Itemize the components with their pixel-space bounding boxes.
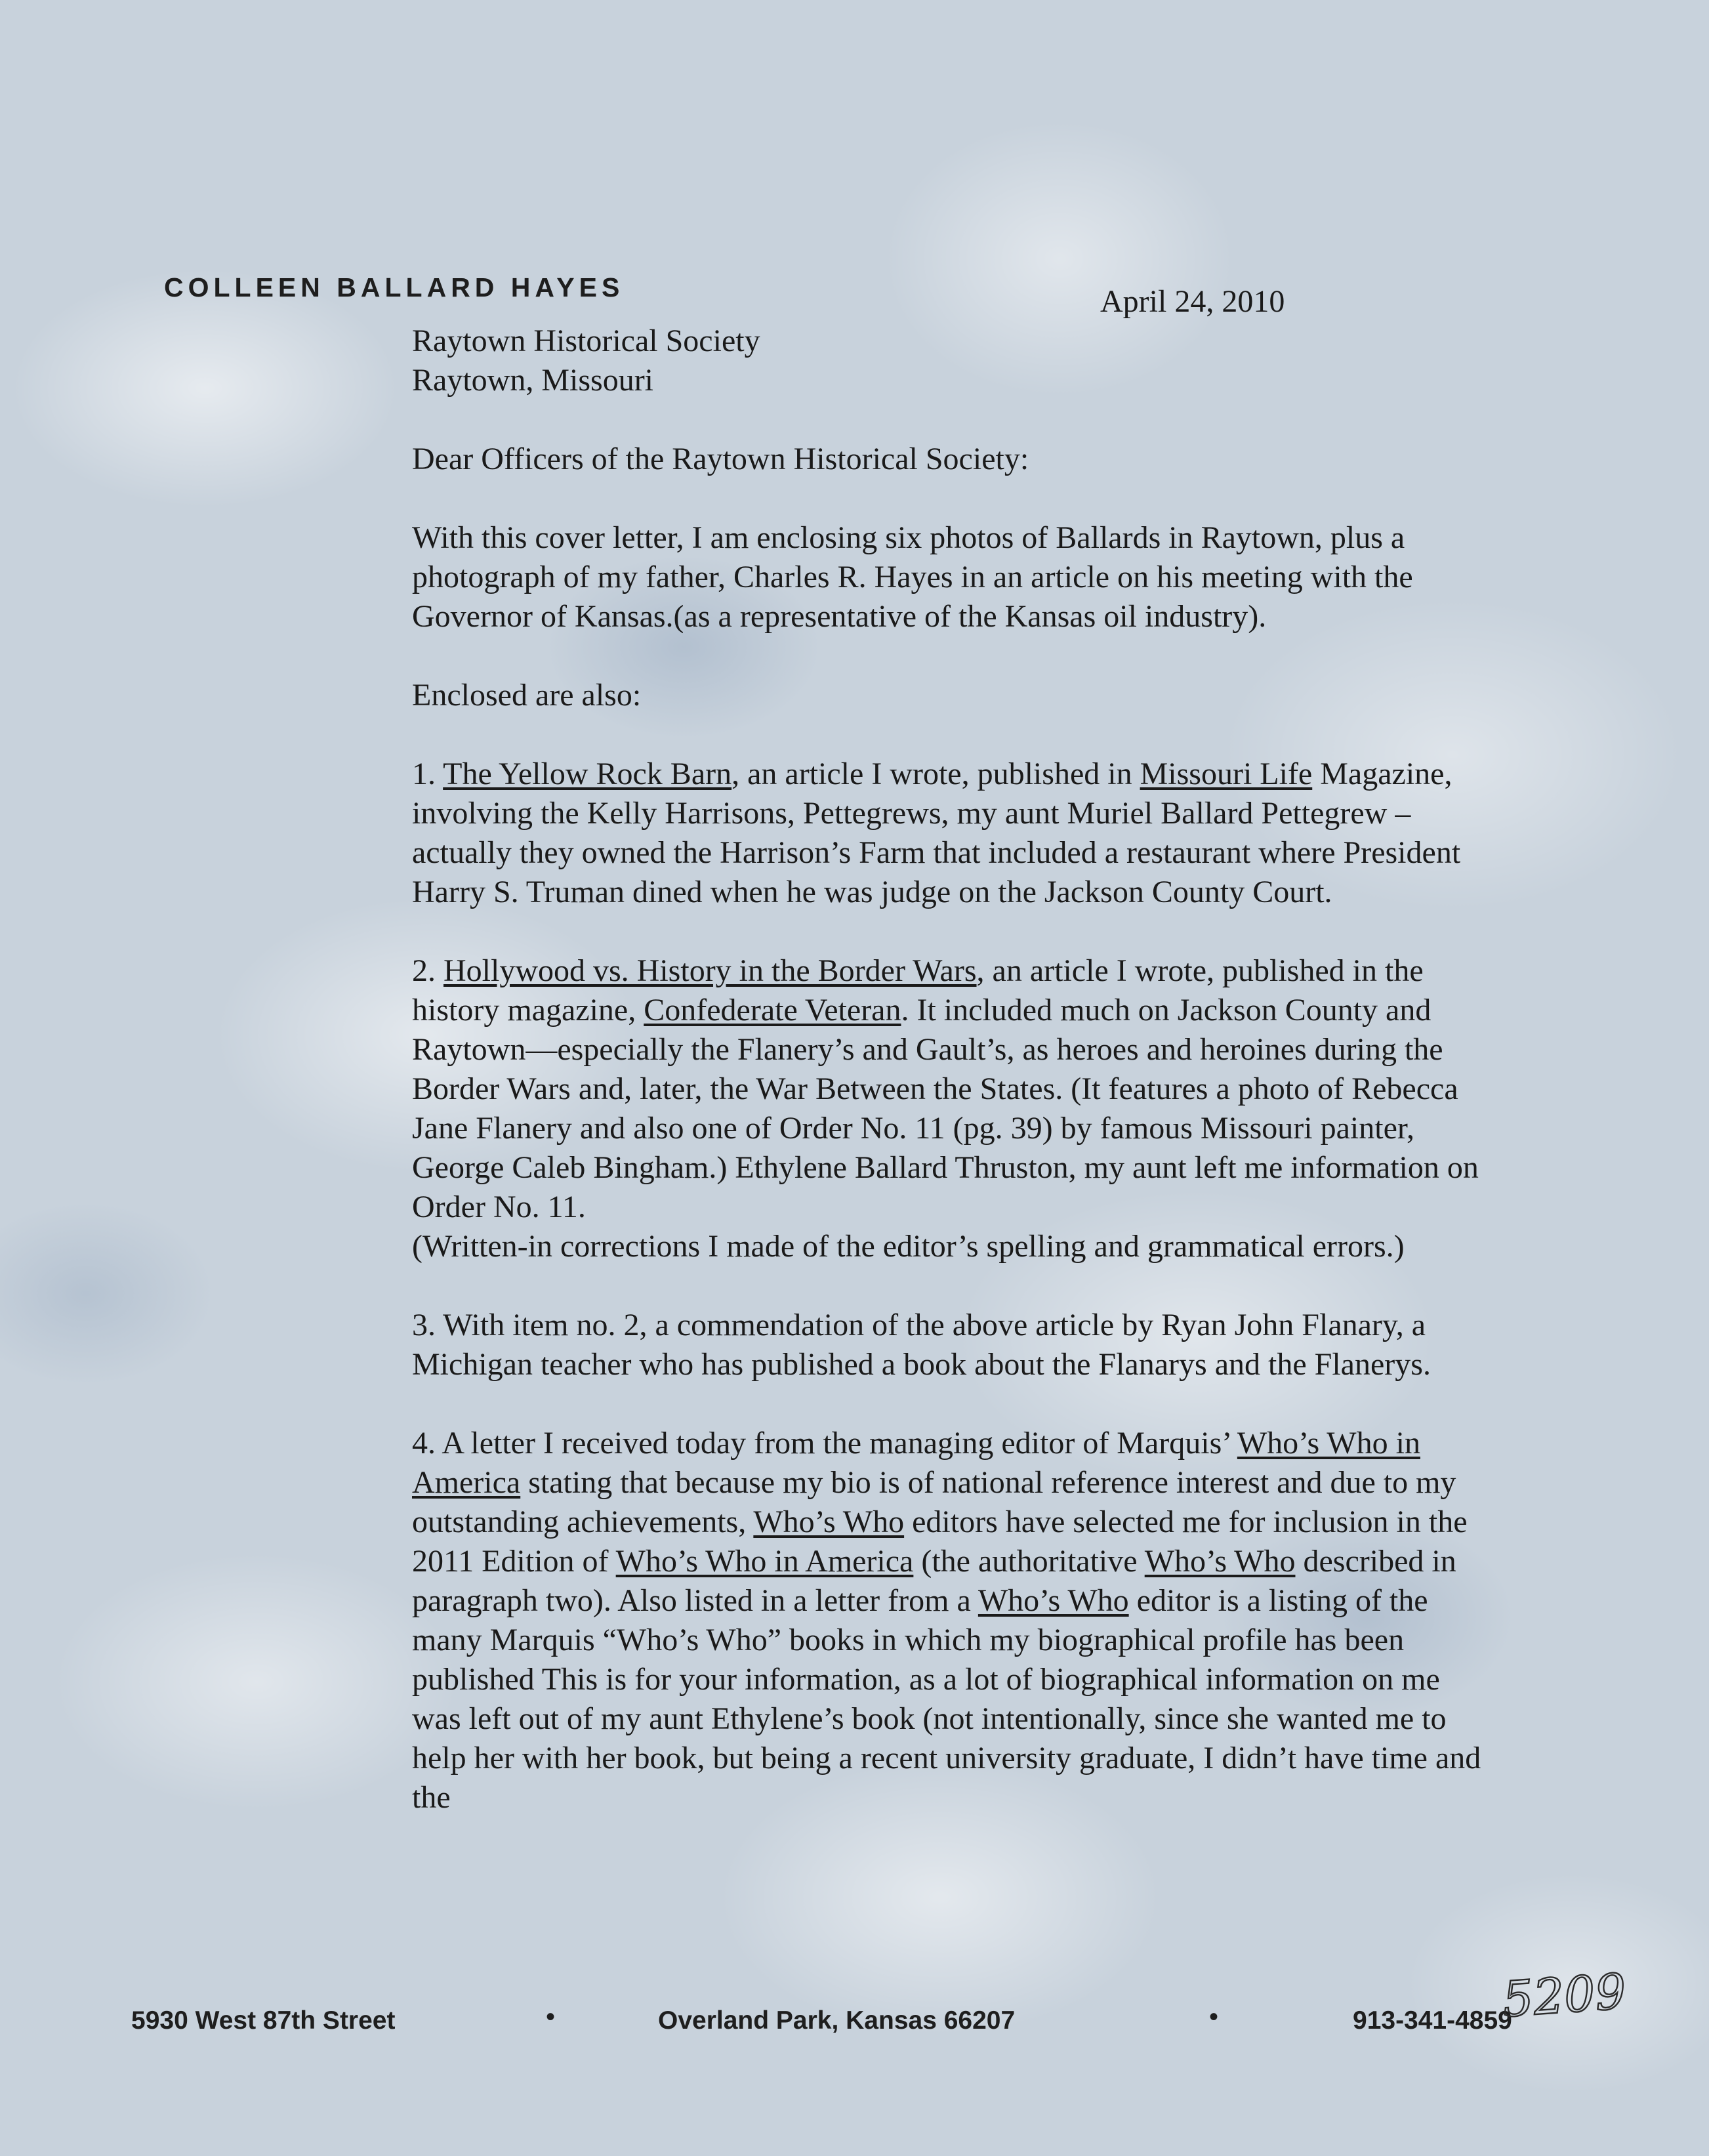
- footer-street: 5930 West 87th Street: [131, 2006, 396, 2035]
- item-4-publication-2: Who’s Who: [753, 1504, 905, 1539]
- footer-bullet-2: •: [1209, 2002, 1219, 2031]
- letterhead-name: COLLEEN BALLARD HAYES: [164, 272, 625, 302]
- handwritten-annotation: [1497, 1959, 1628, 2031]
- item-4-text-a: 4. A letter I received today from the managing editor of Marquis’: [412, 1426, 1237, 1461]
- recipient-line-2: Raytown, Missouri: [412, 363, 654, 398]
- handwritten-annotation-text: 5209: [1500, 1963, 1628, 2029]
- intro-paragraph: With this cover letter, I am enclosing six photos of Ballards in Raytown, plus a photograph of my father, Charles R. Hayes in an article on his meeting with the Governor of Kansas.(as a representative of the Kansas oil industry).: [412, 520, 1413, 634]
- item-2-text-b: . It included much on Jackson County and Raytown—especially the Flanery’s and Gault’s, as heroes and heroines during the Border Wars and, later, the War Between the States. (It features a photo of Rebecca Jane Flanery and also one of Order No. 11 (pg. 39) by famous Missouri painter, George Caleb Bingham.) Ethylene Ballard Thruston, my aunt left me information on Order No. 11.: [412, 993, 1479, 1224]
- item-4-text-e: described in paragraph two). Also listed in a letter from a: [412, 1544, 1456, 1618]
- letter-date: April 24, 2010: [1100, 284, 1285, 319]
- item-2-title: Hollywood vs. History in the Border Wars: [443, 953, 977, 988]
- item-1-title: The Yellow Rock Barn: [443, 757, 732, 791]
- item-1-magazine: Missouri Life: [1140, 757, 1313, 791]
- enclosed-heading: Enclosed are also:: [412, 678, 642, 713]
- item-4-publication-3: Who’s Who in America: [615, 1544, 914, 1579]
- recipient-address: [412, 321, 1488, 400]
- letter-body: [412, 321, 1488, 1857]
- item-1-text-b: Magazine, involving the Kelly Harrisons, Pettegrews, my aunt Muriel Ballard Pettegrew – actually they owned the Harrison’s Farm that included a restaurant where President Harry S. Truman dined when he was judge on the Jackson County Court.: [412, 757, 1461, 909]
- footer-phone: 913-341-4859: [1353, 2006, 1512, 2035]
- item-4-text-f: editor is a listing of the many Marquis “Who’s Who” books in which my biographical profile has been published This is for your information, as a lot of biographical information on me was left out of my aunt Ethylene’s book (not intentionally, since she wanted me to help her with her book, but being a recent university graduate, I didn’t have time and the: [412, 1583, 1481, 1815]
- item-4-publication-4: Who’s Who: [1144, 1544, 1296, 1579]
- item-4-paragraph: [412, 1424, 1488, 1817]
- item-2-text-a: , an article I wrote, published in the history magazine,: [412, 953, 1424, 1027]
- item-4-publication-5: Who’s Who: [978, 1583, 1129, 1618]
- item-4-text-b: stating that because my bio is of national reference interest and due to my outstanding achievements,: [412, 1465, 1456, 1539]
- item-1-paragraph: [412, 755, 1488, 912]
- item-1-text-a: , an article I wrote, published in: [731, 757, 1140, 791]
- item-4-text-c: editors have selected me for inclusion in the 2011 Edition of: [412, 1504, 1468, 1579]
- item-4-text-d: (the authoritative: [913, 1544, 1145, 1579]
- footer-city: Overland Park, Kansas 66207: [658, 2006, 1016, 2035]
- item-2-magazine: Confederate Veteran: [644, 993, 901, 1027]
- item-2-number: 2.: [412, 953, 443, 988]
- item-4-publication-1: Who’s Who in America: [412, 1426, 1420, 1500]
- salutation: Dear Officers of the Raytown Historical Society:: [412, 442, 1029, 476]
- recipient-line-1: Raytown Historical Society: [412, 323, 760, 358]
- item-3-paragraph: 3. With item no. 2, a commendation of the above article by Ryan John Flanary, a Michigan teacher who has published a book about the Flanarys and the Flanerys.: [412, 1308, 1431, 1382]
- item-2-paragraph: [412, 951, 1488, 1266]
- item-1-number: 1.: [412, 757, 443, 791]
- footer-bullet-1: •: [546, 2002, 556, 2031]
- item-2-text-c: (Written-in corrections I made of the editor’s spelling and grammatical errors.): [412, 1229, 1405, 1264]
